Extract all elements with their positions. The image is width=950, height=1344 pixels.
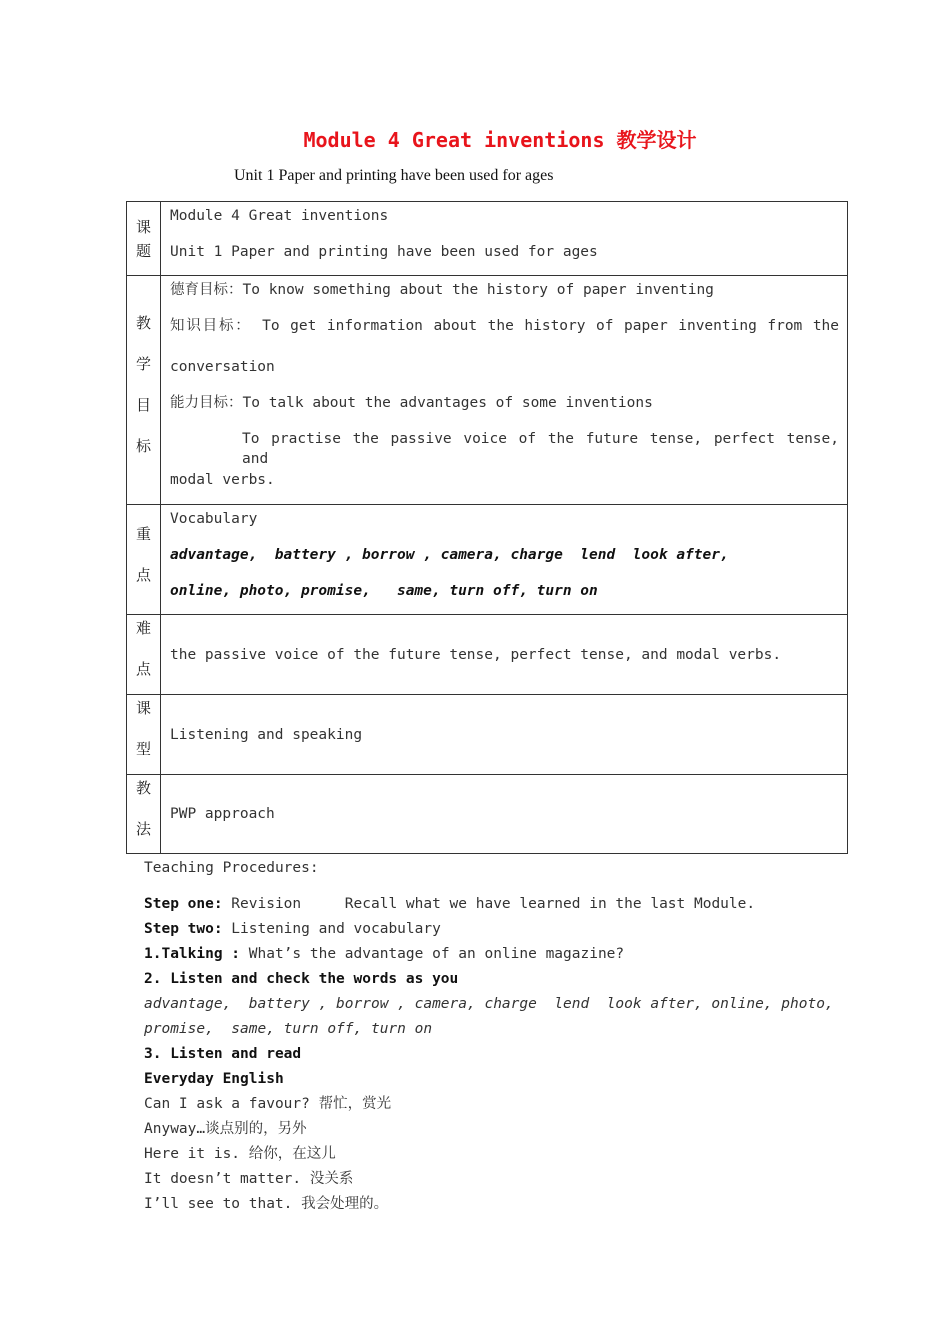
document-subtitle: Unit 1 Paper and printing have been used for ages: [234, 167, 554, 184]
everyday-english-heading: Everyday English: [144, 1071, 284, 1087]
document-title: Module 4 Great inventions 教学设计: [303, 128, 697, 152]
lesson-type-row: [127, 695, 848, 775]
key-points-label: 重 点: [127, 505, 161, 615]
topic-content: [161, 202, 848, 276]
topic-module: Module 4 Great inventions: [170, 208, 389, 224]
method-content: PWP approach: [161, 775, 848, 854]
phrase-item: It doesn’t matter. 没关系: [144, 1171, 354, 1187]
phrase-item: I’ll see to that. 我会处理的。: [144, 1196, 389, 1212]
knowledge-objective-cont: conversation: [170, 359, 275, 375]
lesson-type-content: Listening and speaking: [161, 695, 848, 775]
key-points-row: [127, 505, 848, 615]
objectives-label: 教 学 目 标: [127, 276, 161, 505]
difficulties-label: 难 点: [127, 615, 161, 695]
lesson-type-label: 课 型: [127, 695, 161, 775]
phrase-item: Anyway…谈点别的，另外: [144, 1121, 307, 1137]
objectives-content: [161, 276, 848, 505]
vocabulary-heading: Vocabulary: [170, 511, 258, 527]
topic-label: 课 题: [127, 202, 161, 276]
vocabulary-words-1: advantage, battery , borrow , camera, charge lend look after,: [170, 547, 729, 563]
objectives-row: [127, 276, 848, 505]
teaching-procedures: [144, 856, 834, 1217]
procedures-heading: Teaching Procedures:: [144, 860, 319, 876]
topic-row: [127, 202, 848, 276]
difficulties-content: the passive voice of the future tense, perfect tense, and modal verbs.: [161, 615, 848, 695]
method-row: [127, 775, 848, 854]
topic-unit: Unit 1 Paper and printing have been used for ages: [170, 244, 598, 260]
procedure-words-2: promise, same, turn off, turn on: [144, 1021, 433, 1037]
step-two: Step two: Listening and vocabulary: [144, 921, 441, 937]
ability-objective-cont: modal verbs.: [170, 472, 275, 488]
knowledge-objective: 知识目标： To get information about the history of paper inventing from the: [170, 318, 840, 334]
lesson-plan-table: [126, 201, 848, 854]
talking-item: 1.Talking : What’s the advantage of an online magazine?: [144, 946, 625, 962]
phrase-item: Can I ask a favour? 帮忙，赏光: [144, 1096, 392, 1112]
listen-read-item: 3. Listen and read: [144, 1046, 302, 1062]
phrase-item: Here it is. 给你，在这儿: [144, 1146, 336, 1162]
difficulties-row: [127, 615, 848, 695]
step-one: Step one: Revision Recall what we have learned in the last Module.: [144, 896, 756, 912]
key-points-content: [161, 505, 848, 615]
procedure-words-1: advantage, battery , borrow , camera, charge lend look after, online, photo,: [144, 996, 834, 1012]
listen-check-item: 2. Listen and check the words as you: [144, 971, 459, 987]
ability-objective: 能力目标：To talk about the advantages of some inventions: [170, 395, 653, 411]
vocabulary-words-2: online, photo, promise, same, turn off, turn on: [170, 583, 598, 599]
method-label: 教 法: [127, 775, 161, 854]
moral-objective: 德育目标：To know something about the history of paper inventing: [170, 282, 714, 298]
ability-objective-practise: To practise the passive voice of the future tense, perfect tense, and: [242, 431, 839, 467]
